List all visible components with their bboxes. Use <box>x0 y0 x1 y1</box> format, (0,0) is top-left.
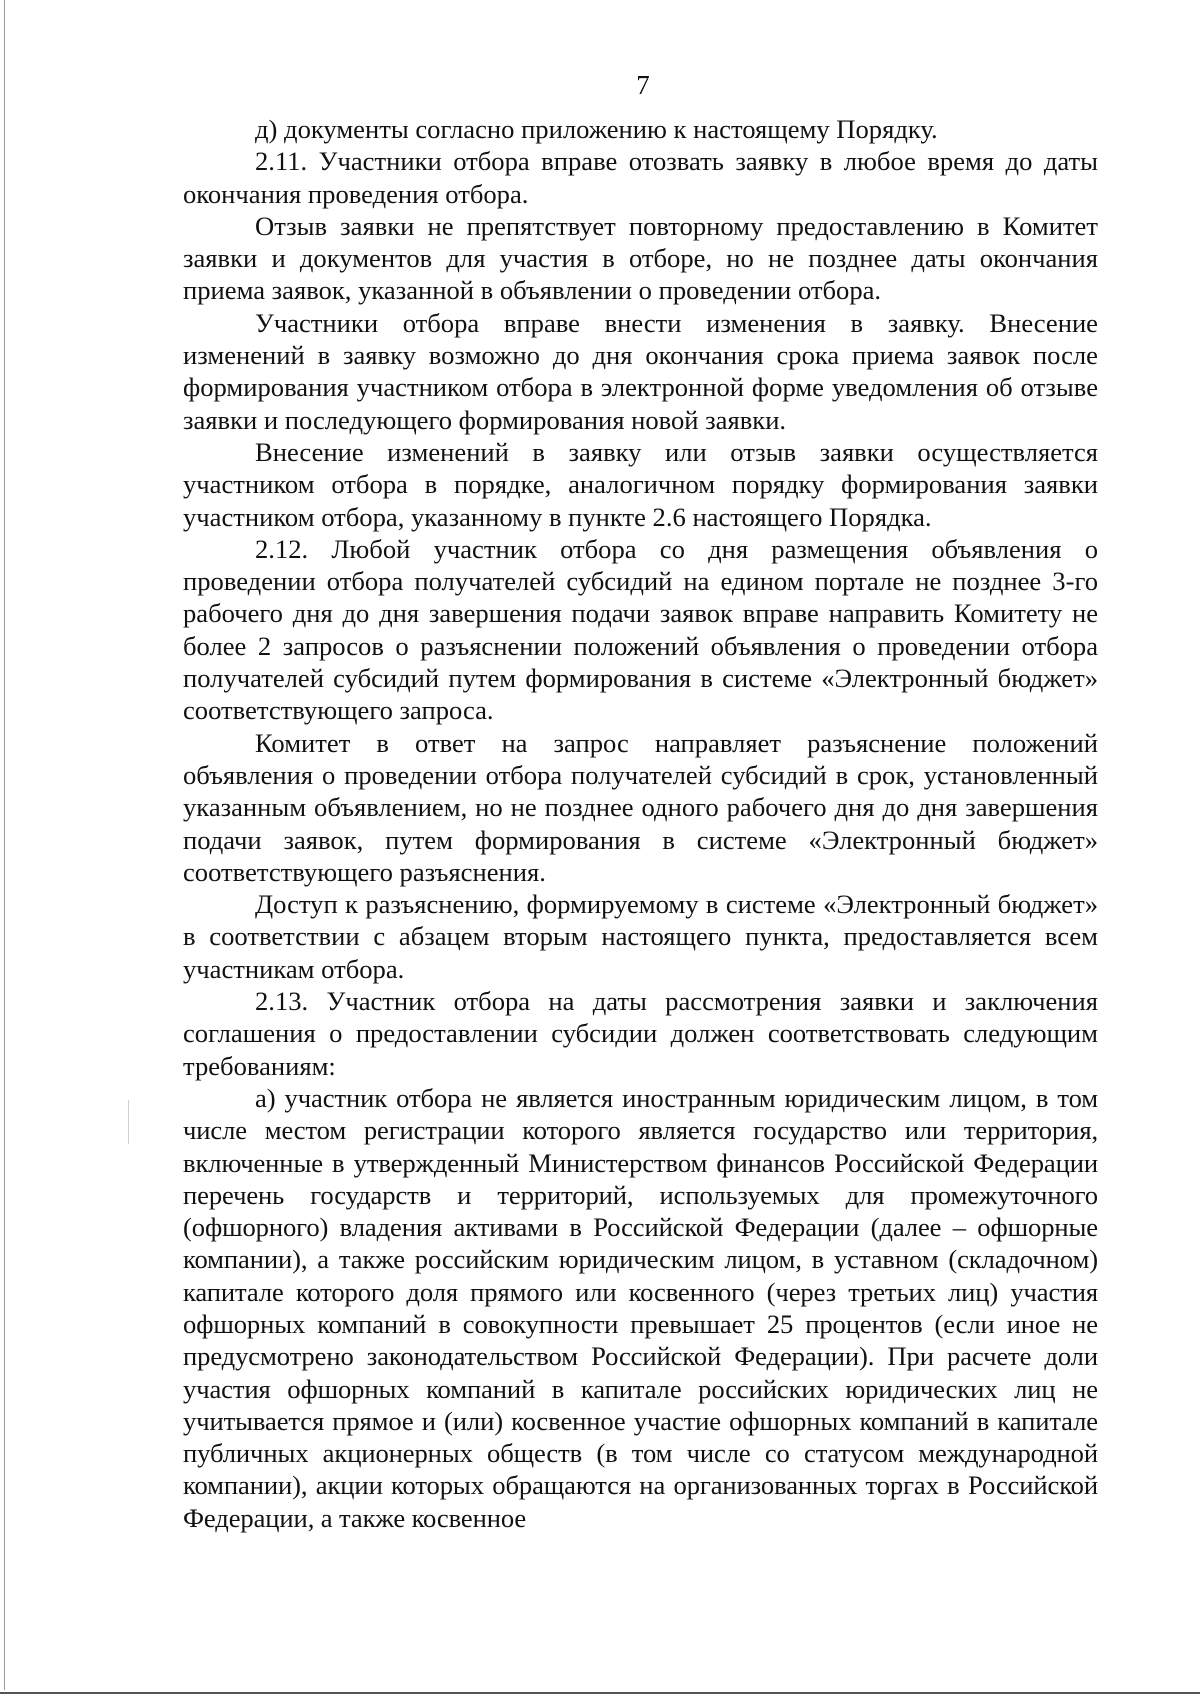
paragraph-item-a-offshore: а) участник отбора не является иностранным юридическим лицом, в том числе местом регистрации которого является государство или территория, включенные в утвержденный Министерством финансов Российской Федерации перечень государств и территорий, используемых для промежуточного (офшорного) владения активами в Российской Федерации (далее – офшорные компании), а также российским юридическим лицом, в уставном (складочном) капитале которого доля прямого или косвенного (через третьих лиц) участия офшорных компаний в совокупности превышает 25 процентов (если иное не предусмотрено законодательством Российской Федерации). При расчете доли участия офшорных компаний в капитале российских юридических лиц не учитывается прямое и (или) косвенное участие офшорных компаний в капитале публичных акционерных обществ (в том числе со статусом международной компании), акции которых обращаются на организованных торгах в Российской Федерации, а также косвенное <box>183 1082 1098 1533</box>
scan-left-edge-line <box>4 0 5 1690</box>
paragraph-committee-response: Комитет в ответ на запрос направляет разъяснение положений объявления о проведении отбора получателей субсидий в срок, установленный указанным объявлением, но не позднее одного рабочего дня до дня завершения подачи заявок, путем формирования в системе «Электронный бюджет» соответствующего разъяснения. <box>183 727 1098 887</box>
scan-artifact-mark <box>128 1100 129 1144</box>
paragraph-clarification-access: Доступ к разъяснению, формируемому в системе «Электронный бюджет» в соответствии с абзацем вторым настоящего пункта, предоставляется всем участникам отбора. <box>183 889 1098 984</box>
paragraph-item-d-documents: д) документы согласно приложению к настоящему Порядку. <box>255 114 938 144</box>
paragraph-withdrawal-no-obstacle: Отзыв заявки не препятствует повторному предоставлению в Комитет заявки и документов для участия в отборе, но не позднее даты окончания приема заявок, указанной в объявлении о проведении отбора. <box>183 210 1098 306</box>
document-body <box>183 113 1098 1534</box>
paragraph-2-11-withdraw: 2.11. Участники отбора вправе отозвать заявку в любое время до даты окончания проведения отбора. <box>183 146 1098 209</box>
paragraph-2-13-requirements: 2.13. Участник отбора на даты рассмотрения заявки и заключения соглашения о предоставлении субсидии должен соответствовать следующим требованиям: <box>183 986 1098 1081</box>
paragraph-changes-allowed: Участники отбора вправе внести изменения в заявку. Внесение изменений в заявку возможно до дня окончания срока приема заявок после формирования участником отбора в электронной форме уведомления об отзыве заявки и последующего формирования новой заявки. <box>183 307 1098 435</box>
paragraph-2-12-clarification-requests: 2.12. Любой участник отбора со дня размещения объявления о проведении отбора получателей субсидий на едином портале не позднее 3-го рабочего дня до дня завершения подачи заявок вправе направить Комитету не более 2 запросов о разъяснении положений объявления о проведении отбора получателей субсидий путем формирования в системе «Электронный бюджет» соответствующего запроса. <box>183 533 1098 726</box>
paragraph-changes-procedure: Внесение изменений в заявку или отзыв заявки осуществляется участником отбора в порядке, аналогичном порядку формирования заявки участником отбора, указанному в пункте 2.6 настоящего Порядка. <box>183 436 1098 532</box>
scan-bottom-edge-line <box>0 1692 1200 1694</box>
page-number: 7 <box>636 70 650 100</box>
